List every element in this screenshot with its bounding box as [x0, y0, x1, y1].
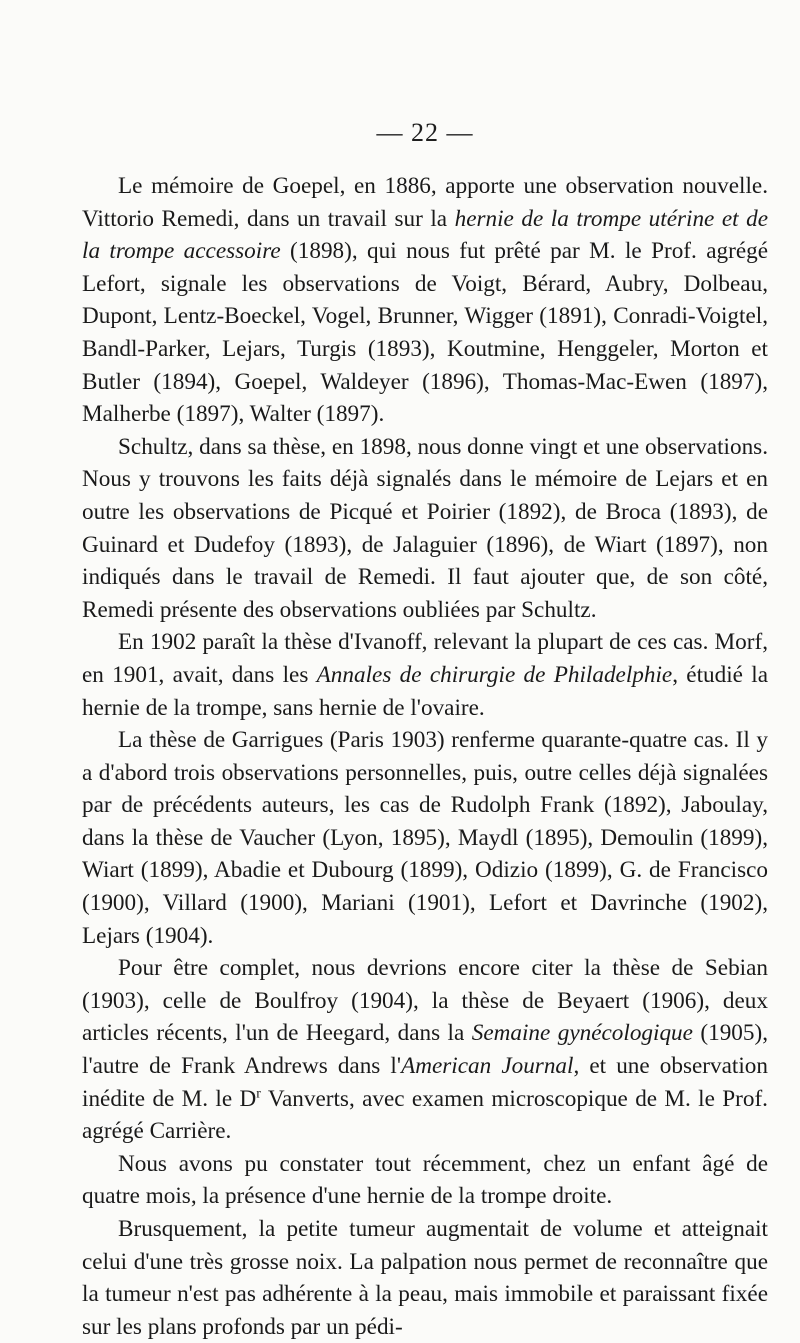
paragraph: Le mémoire de Goepel, en 1886, apporte une observation nouvelle. Vittorio Remedi, dans un travail sur la hernie de la trompe utérine et de la trompe accessoire (1898), qui nous fut prêté par M. le Prof. agrégé Lefort, signale les observations de Voigt, Bérard, Aubry, Dolbeau, Dupont, Lentz-Boeckel, Vogel, Brunner, Wigger (1891), Conradi-Voigtel, Bandl-Parker, Lejars, Turgis (1893), Koutmine, Henggeler, Morton et Butler (1894), Goepel, Waldeyer (1896), Thomas-Mac-Ewen (1897), Malherbe (1897), Walter (1897). — [82, 173, 769, 428]
title-italic: hernie de la trompe utérine et de la trompe accessoire — [82, 205, 769, 265]
superscript: r — [256, 1085, 261, 1101]
page-number: — 22 — — [376, 118, 474, 147]
paragraph: Nous avons pu constater tout récemment, chez un enfant âgé de quatre mois, la présence d'une hernie de la trompe droite. — [82, 1150, 768, 1210]
journal-italic: Semaine gynécologique — [471, 1020, 693, 1047]
paragraph: En 1902 paraît la thèse d'Ivanoff, relevant la plupart de ces cas. Morf, en 1901, avait, dans les Annales de chirurgie de Philadelphie, étudié la hernie de la trompe, sans hernie de l'ovaire. — [82, 629, 768, 721]
paragraph: Pour être complet, nous devrions encore citer la thèse de Sebian (1903), celle de Boulfroy (1904), la thèse de Beyaert (1906), deux articles récents, l'un de Heegard, dans la Semaine gynécologique (1905), l'autre de Frank Andrews dans l'American Journal, et une observation inédite de M. le $D^r$ Vanverts, avec examen microscopique de M. le Prof. agrégé Carrière. — [82, 955, 768, 1145]
paragraph: La thèse de Garrigues (Paris 1903) renferme quarante-quatre cas. Il y a d'abord trois observations personnelles, puis, outre celles déjà signalées par de précédents auteurs, les cas de Rudolph Frank (1892), Jaboulay, dans la thèse de Vaucher (Lyon, 1895), Maydl (1895), Demoulin (1899), Wiart (1899), Abadie et Dubourg (1899), Odizio (1899), G. de Francisco (1900), Villard (1900), Mariani (1901), Lefort et Davrinche (1902), Lejars (1904). — [82, 727, 768, 949]
journal-italic: Annales de chirurgie de Philadelphie — [316, 661, 673, 688]
paragraph: Schultz, dans sa thèse, en 1898, nous donne vingt et une observations. Nous y trouvons les faits déjà signalés dans le mémoire de Lejars et en outre les observations de Picqué et Poirier (1892), de Broca (1893), de Guinard et Dudefoy (1893), de Jalaguier (1896), de Wiart (1897), non indiqués dans le travail de Remedi. Il faut ajouter que, de son côté, Remedi présente des observations oubliées par Schultz. — [82, 433, 768, 623]
journal-italic: American Journal — [401, 1053, 574, 1080]
body-text — [82, 170, 768, 1343]
paragraph: Brusquement, la petite tumeur augmentait de volume et atteignait celui d'une très grosse noix. La palpation nous permet de reconnaître que la tumeur n'est pas adhérente à la peau, mais immobile et paraissant fixée sur les plans profonds par un pédi- — [82, 1216, 768, 1340]
